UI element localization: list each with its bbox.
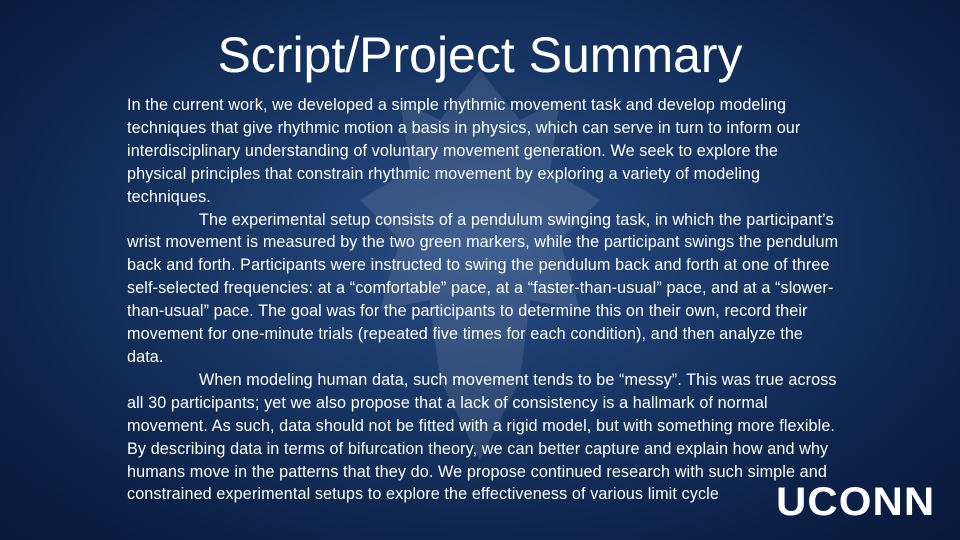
summary-text (127, 94, 839, 506)
paragraph-intro: In the current work, we developed a simple rhythmic movement task and develop modeling techniques that give rhythmic motion a basis in physics, which can serve in turn to inform our interdisciplinary understanding of voluntary movement generation. We seek to explore the physical principles that constrain rhythmic movement by exploring a variety of modeling techniques. (127, 96, 801, 206)
uconn-logo: UCONN (776, 480, 936, 524)
page-title: Script/Project Summary (217, 27, 743, 83)
paragraph-setup: The experimental setup consists of a pendulum swinging task, in which the participant’s wrist movement is measured by the two green markers, while the participant swings the pendulum back and forth. Participants were instructed to swing the pendulum back and forth at one of three self-selected frequencies: at a “comfortable” pace, at a “faster-than-usual” pace, and at a “slower-than-usual” pace. The goal was for the participants to determine this on their own, record their movement for one-minute trials (repeated five times for each condition), and then analyze the data. (127, 210, 839, 366)
paragraph-modeling: When modeling human data, such movement tends to be “messy”. This was true across all 30 participants; yet we also propose that a lack of consistency is a hallmark of normal movement. As such, data should not be fitted with a rigid model, but with something more flexible. By describing data in terms of bifurcation theory, we can better capture and explain how and why humans move in the patterns that they do. We propose continued research with such simple and constrained experimental setups to explore the effectiveness of various limit cycle (127, 370, 837, 504)
